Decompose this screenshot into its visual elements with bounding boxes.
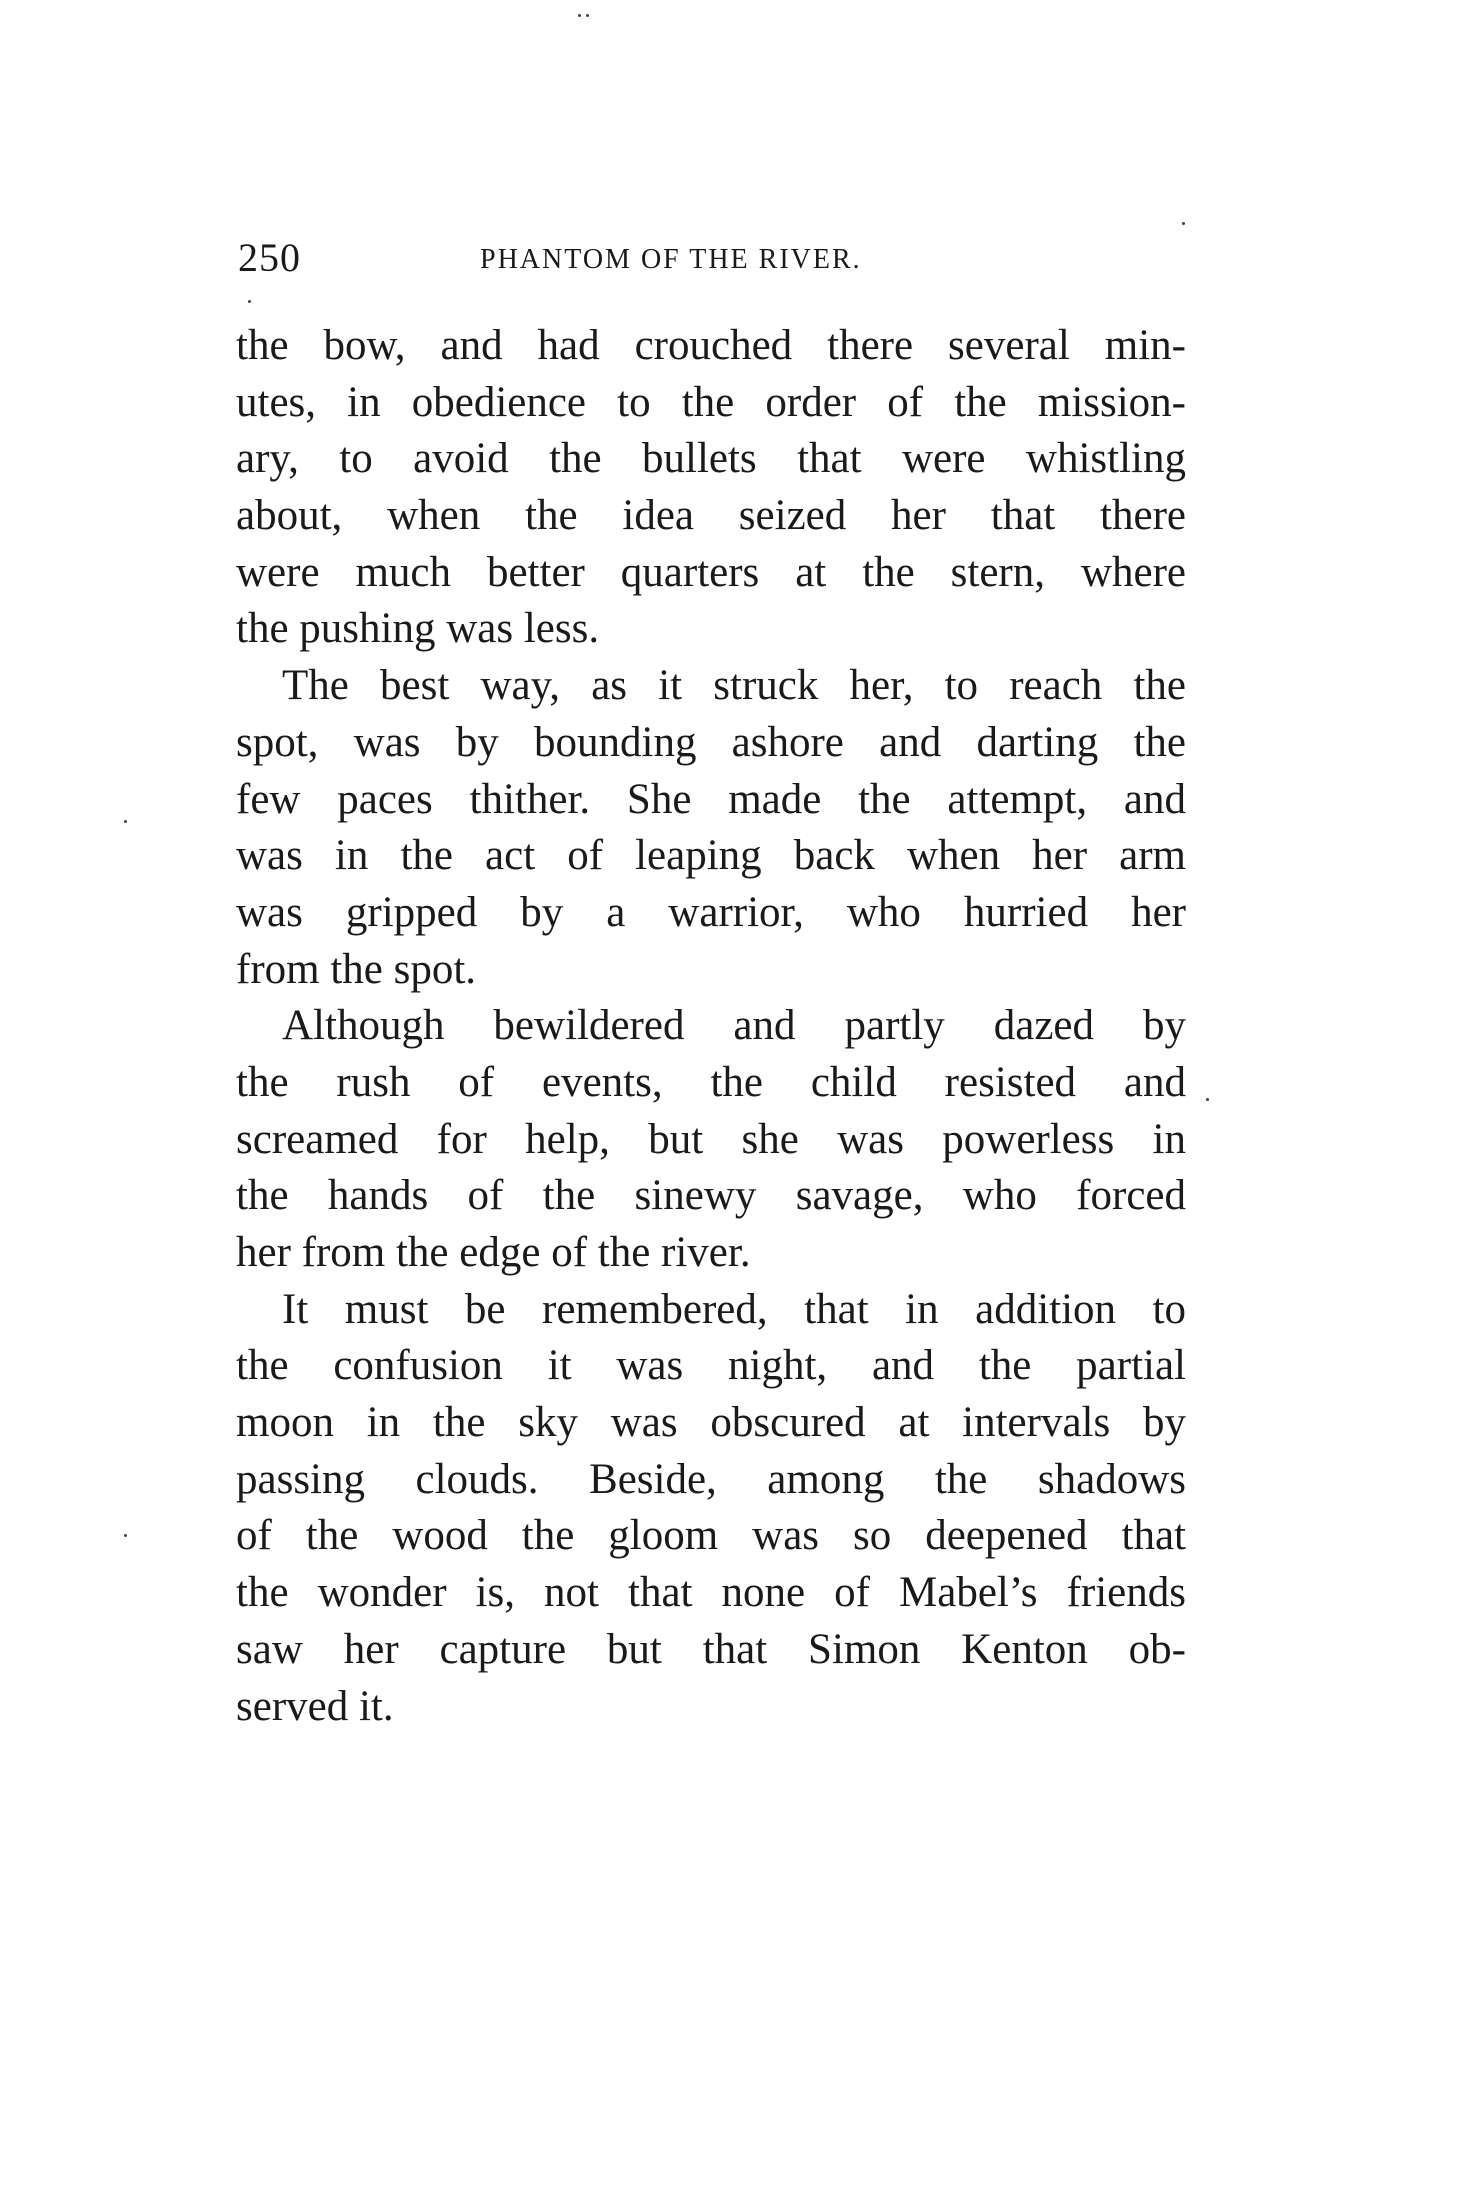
text-line: Although bewildered and partly dazed by bbox=[282, 1002, 1186, 1050]
print-speck bbox=[578, 14, 581, 17]
paragraph-4 bbox=[236, 1282, 1186, 1736]
running-title: PHANTOM OF THE RIVER. bbox=[480, 244, 862, 275]
text-line: ary, to avoid the bullets that were whistling bbox=[236, 435, 1186, 483]
paragraph-3 bbox=[236, 998, 1186, 1281]
text-line: the rush of events, the child resisted and bbox=[236, 1058, 1186, 1106]
print-speck bbox=[124, 1534, 127, 1537]
text-line: was gripped by a warrior, who hurried her bbox=[236, 888, 1186, 936]
text-line: passing clouds. Beside, among the shadows bbox=[236, 1455, 1186, 1503]
text-line: her from the edge of the river. bbox=[236, 1229, 751, 1276]
text-line: saw her capture but that Simon Kenton ob- bbox=[236, 1625, 1186, 1673]
print-speck bbox=[124, 820, 127, 823]
body-text bbox=[236, 318, 1186, 1735]
text-line: was in the act of leaping back when her arm bbox=[236, 832, 1186, 880]
text-line: spot, was by bounding ashore and darting the bbox=[236, 718, 1186, 766]
text-line: utes, in obedience to the order of the mission- bbox=[236, 378, 1186, 426]
print-speck bbox=[586, 14, 589, 17]
page-number: 250 bbox=[238, 235, 301, 280]
text-line: the bow, and had crouched there several min- bbox=[236, 322, 1186, 369]
paragraph-2 bbox=[236, 658, 1186, 998]
text-line: moon in the sky was obscured at intervals by bbox=[236, 1399, 1186, 1447]
text-line: were much better quarters at the stern, where bbox=[236, 548, 1186, 596]
paragraph-1 bbox=[236, 318, 1186, 658]
text-line: few paces thither. She made the attempt, and bbox=[236, 775, 1186, 823]
text-line: served it. bbox=[236, 1682, 394, 1730]
text-line: screamed for help, but she was powerless in bbox=[236, 1115, 1186, 1163]
text-line: the hands of the sinewy savage, who forced bbox=[236, 1172, 1186, 1220]
text-line: It must be remembered, that in addition to bbox=[282, 1285, 1186, 1333]
text-line: of the wood the gloom was so deepened that bbox=[236, 1512, 1186, 1560]
text-line: the confusion it was night, and the partial bbox=[236, 1342, 1186, 1390]
text-line: the wonder is, not that none of Mabel’s friends bbox=[236, 1569, 1186, 1617]
text-line: the pushing was less. bbox=[236, 605, 600, 653]
text-line: about, when the idea seized her that there bbox=[236, 492, 1186, 540]
print-speck bbox=[1206, 1098, 1209, 1101]
text-line: from the spot. bbox=[236, 945, 477, 993]
print-speck bbox=[1182, 222, 1185, 225]
text-line: The best way, as it struck her, to reach the bbox=[282, 662, 1186, 710]
print-speck bbox=[248, 300, 251, 303]
running-head bbox=[238, 234, 1188, 294]
